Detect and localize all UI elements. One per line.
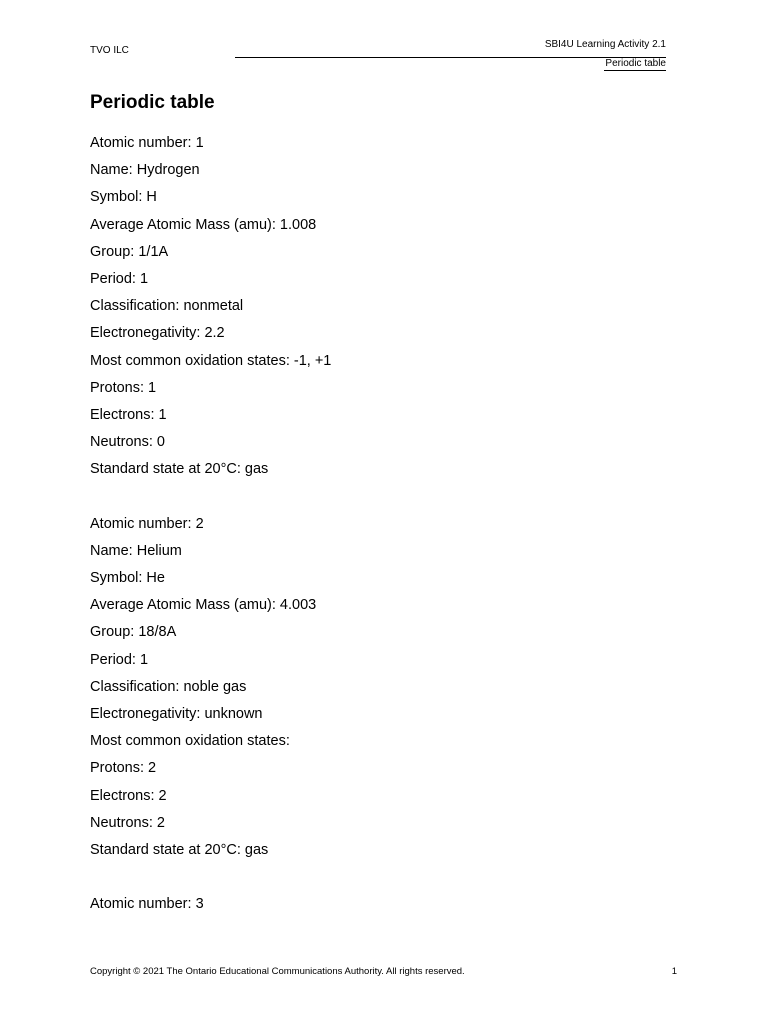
element-list [90, 133, 670, 921]
group-line: Group: 18/8A [90, 624, 177, 641]
header-organization: TVO ILC [90, 45, 129, 56]
oxidation-states-line: Most common oxidation states: -1, +1 [90, 352, 332, 369]
neutrons-line: Neutrons: 0 [90, 434, 165, 451]
period-line: Period: 1 [90, 270, 149, 287]
page-title: Periodic table [90, 92, 215, 113]
header-divider [235, 57, 666, 58]
footer-copyright: Copyright © 2021 The Ontario Educational Communications Authority. All rights reserved. [90, 966, 465, 977]
oxidation-states-line: Most common oxidation states: [90, 733, 290, 750]
classification-line: Classification: noble gas [90, 678, 247, 695]
protons-line: Protons: 1 [90, 379, 157, 396]
atomic-number-line: Atomic number: 2 [90, 515, 204, 532]
header-course-title: SBI4U Learning Activity 2.1 [544, 39, 666, 50]
electrons-line: Electrons: 1 [90, 406, 167, 423]
electronegativity-line: Electronegativity: unknown [90, 705, 263, 722]
element-block-hydrogen [90, 133, 670, 486]
neutrons-line: Neutrons: 2 [90, 814, 165, 831]
period-line: Period: 1 [90, 651, 149, 668]
classification-line: Classification: nonmetal [90, 298, 244, 315]
atomic-number-line: Atomic number: 3 [90, 896, 204, 913]
footer-page-number: 1 [671, 966, 677, 977]
atomic-number-line: Atomic number: 1 [90, 135, 204, 151]
standard-state-line: Standard state at 20°C: gas [90, 461, 269, 478]
block-spacer [90, 486, 670, 513]
group-line: Group: 1/1A [90, 243, 169, 260]
name-line: Name: Hydrogen [90, 162, 200, 179]
block-spacer [90, 867, 670, 894]
header-section-underline [604, 70, 666, 71]
standard-state-line: Standard state at 20°C: gas [90, 841, 269, 858]
electrons-line: Electrons: 2 [90, 787, 167, 804]
electronegativity-line: Electronegativity: 2.2 [90, 325, 225, 342]
element-block-helium [90, 514, 670, 867]
element-block-lithium [90, 894, 670, 921]
atomic-mass-line: Average Atomic Mass (amu): 1.008 [90, 216, 317, 233]
protons-line: Protons: 2 [90, 760, 157, 777]
header-section-title: Periodic table [605, 58, 666, 69]
name-line: Name: Helium [90, 542, 182, 559]
atomic-mass-line: Average Atomic Mass (amu): 4.003 [90, 597, 317, 614]
symbol-line: Symbol: H [90, 189, 157, 206]
symbol-line: Symbol: He [90, 570, 165, 586]
